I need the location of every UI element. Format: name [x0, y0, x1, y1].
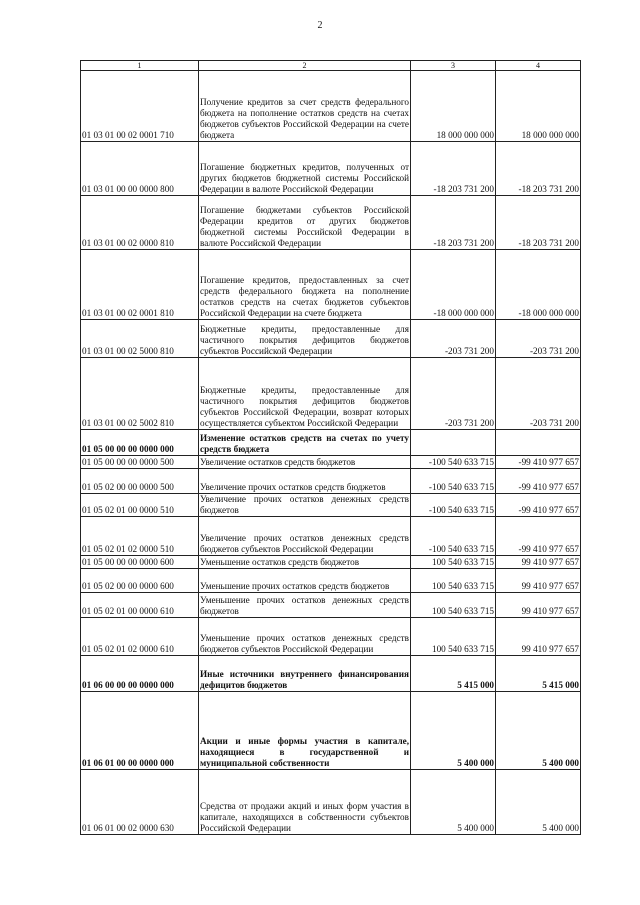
- column-number-row: [81, 61, 581, 71]
- table-row: [81, 142, 581, 196]
- budget-code-cell: 01 05 00 00 00 0000 000: [81, 430, 199, 456]
- amount-col4-cell: -203 731 200: [496, 320, 581, 358]
- budget-code-cell: 01 06 01 00 00 0000 000: [81, 691, 199, 769]
- description-cell: Средства от продажи акций и иных форм участия в капитале, находящихся в собственности субъектов Российской Федерации: [199, 769, 411, 834]
- table-row: [81, 320, 581, 358]
- amount-col4-cell: -99 410 977 657: [496, 469, 581, 494]
- column-header: 1: [81, 61, 199, 71]
- amount-col3-cell: -100 540 633 715: [411, 456, 496, 469]
- amount-col4-cell: 99 410 977 657: [496, 592, 581, 617]
- budget-code-cell: 01 05 00 00 00 0000 600: [81, 555, 199, 568]
- column-header: 2: [199, 61, 411, 71]
- amount-col4-cell: [496, 430, 581, 456]
- table-row: [81, 655, 581, 691]
- amount-col4-cell: -99 410 977 657: [496, 494, 581, 517]
- description-cell: Уменьшение прочих остатков денежных средств бюджетов: [199, 592, 411, 617]
- table-row: [81, 469, 581, 494]
- budget-code-cell: 01 03 01 00 02 0001 810: [81, 250, 199, 320]
- table-row: [81, 691, 581, 769]
- amount-col3-cell: -18 203 731 200: [411, 196, 496, 250]
- budget-code-cell: 01 05 02 01 02 0000 510: [81, 516, 199, 555]
- amount-col3-cell: [411, 430, 496, 456]
- column-header: 3: [411, 61, 496, 71]
- description-cell: Иные источники внутреннего финансирования дефицитов бюджетов: [199, 655, 411, 691]
- amount-col4-cell: 5 415 000: [496, 655, 581, 691]
- table-row: [81, 358, 581, 430]
- table-body: [81, 71, 581, 835]
- description-cell: Уменьшение прочих остатков денежных средств бюджетов субъектов Российской Федерации: [199, 617, 411, 655]
- amount-col3-cell: -18 203 731 200: [411, 142, 496, 196]
- description-cell: Бюджетные кредиты, предоставленные для частичного покрытия дефицитов бюджетов субъектов Российской Федерации: [199, 320, 411, 358]
- table-row: [81, 494, 581, 517]
- budget-code-cell: 01 05 02 01 00 0000 510: [81, 494, 199, 517]
- description-cell: Погашение бюджетных кредитов, полученных от других бюджетов бюджетной системы Российской Федерации в валюте Российской Федерации: [199, 142, 411, 196]
- amount-col4-cell: 5 400 000: [496, 691, 581, 769]
- amount-col3-cell: 5 400 000: [411, 769, 496, 834]
- amount-col4-cell: 99 410 977 657: [496, 617, 581, 655]
- amount-col3-cell: 100 540 633 715: [411, 568, 496, 592]
- amount-col3-cell: -203 731 200: [411, 358, 496, 430]
- amount-col4-cell: 99 410 977 657: [496, 568, 581, 592]
- table-row: [81, 617, 581, 655]
- description-cell: Погашение кредитов, предоставленных за счет средств федерального бюджета на пополнение остатков средств на счетах бюджетов субъектов Российской Федерации на счете бюджета: [199, 250, 411, 320]
- amount-col3-cell: 5 400 000: [411, 691, 496, 769]
- description-cell: Погашение бюджетами субъектов Российской Федерации кредитов от других бюджетов бюджетной системы Российской Федерации в валюте Российской Федерации: [199, 196, 411, 250]
- amount-col3-cell: -100 540 633 715: [411, 469, 496, 494]
- budget-code-cell: 01 03 01 00 00 0000 800: [81, 142, 199, 196]
- description-cell: Акции и иные формы участия в капитале, находящиеся в государственной и муниципальной собственности: [199, 691, 411, 769]
- amount-col4-cell: 5 400 000: [496, 769, 581, 834]
- budget-code-cell: 01 03 01 00 02 5002 810: [81, 358, 199, 430]
- budget-code-cell: 01 03 01 00 02 0001 710: [81, 71, 199, 142]
- description-cell: Уменьшение остатков средств бюджетов: [199, 555, 411, 568]
- budget-code-cell: 01 06 01 00 02 0000 630: [81, 769, 199, 834]
- table-row: [81, 555, 581, 568]
- budget-code-cell: 01 03 01 00 02 0000 810: [81, 196, 199, 250]
- amount-col3-cell: 100 540 633 715: [411, 617, 496, 655]
- amount-col4-cell: -18 203 731 200: [496, 142, 581, 196]
- table-row: [81, 71, 581, 142]
- table-row: [81, 516, 581, 555]
- table-row: [81, 196, 581, 250]
- page-number: 2: [317, 20, 323, 31]
- amount-col3-cell: -100 540 633 715: [411, 516, 496, 555]
- budget-code-cell: 01 05 02 01 02 0000 610: [81, 617, 199, 655]
- budget-code-cell: 01 05 02 00 00 0000 500: [81, 469, 199, 494]
- amount-col3-cell: 100 540 633 715: [411, 555, 496, 568]
- table-row: [81, 250, 581, 320]
- budget-sources-table: [80, 60, 581, 835]
- amount-col4-cell: 99 410 977 657: [496, 555, 581, 568]
- column-header: 4: [496, 61, 581, 71]
- amount-col4-cell: -99 410 977 657: [496, 456, 581, 469]
- amount-col3-cell: -100 540 633 715: [411, 494, 496, 517]
- description-cell: Увеличение остатков средств бюджетов: [199, 456, 411, 469]
- description-cell: Получение кредитов за счет средств федерального бюджета на пополнение остатков средств на счетах бюджетов субъектов Российской Федерации на счете бюджета: [199, 71, 411, 142]
- description-cell: Бюджетные кредиты, предоставленные для частичного покрытия дефицитов бюджетов субъектов Российской Федерации, возврат которых осуществляется субъектом Российской Федерации: [199, 358, 411, 430]
- amount-col3-cell: -203 731 200: [411, 320, 496, 358]
- amount-col3-cell: 5 415 000: [411, 655, 496, 691]
- amount-col4-cell: -18 000 000 000: [496, 250, 581, 320]
- description-cell: Изменение остатков средств на счетах по учету средств бюджета: [199, 430, 411, 456]
- budget-code-cell: 01 05 02 00 00 0000 600: [81, 568, 199, 592]
- amount-col4-cell: -18 203 731 200: [496, 196, 581, 250]
- amount-col3-cell: 18 000 000 000: [411, 71, 496, 142]
- table-row: [81, 430, 581, 456]
- amount-col4-cell: 18 000 000 000: [496, 71, 581, 142]
- amount-col4-cell: -203 731 200: [496, 358, 581, 430]
- amount-col3-cell: -18 000 000 000: [411, 250, 496, 320]
- amount-col4-cell: -99 410 977 657: [496, 516, 581, 555]
- description-cell: Увеличение прочих остатков денежных средств бюджетов: [200, 494, 409, 515]
- table-row: [81, 568, 581, 592]
- budget-code-cell: 01 03 01 00 02 5000 810: [81, 320, 199, 358]
- description-cell: Уменьшение прочих остатков средств бюджетов: [199, 568, 411, 592]
- description-cell: Увеличение прочих остатков средств бюджетов: [199, 469, 411, 494]
- description-cell: Увеличение прочих остатков денежных средств бюджетов субъектов Российской Федерации: [199, 516, 411, 555]
- budget-code-cell: 01 05 02 01 00 0000 610: [81, 592, 199, 617]
- table-row: [81, 456, 581, 469]
- table-row: [81, 769, 581, 834]
- budget-code-cell: 01 05 00 00 00 0000 500: [81, 456, 199, 469]
- table-row: [81, 592, 581, 617]
- amount-col3-cell: 100 540 633 715: [411, 592, 496, 617]
- budget-code-cell: 01 06 00 00 00 0000 000: [81, 655, 199, 691]
